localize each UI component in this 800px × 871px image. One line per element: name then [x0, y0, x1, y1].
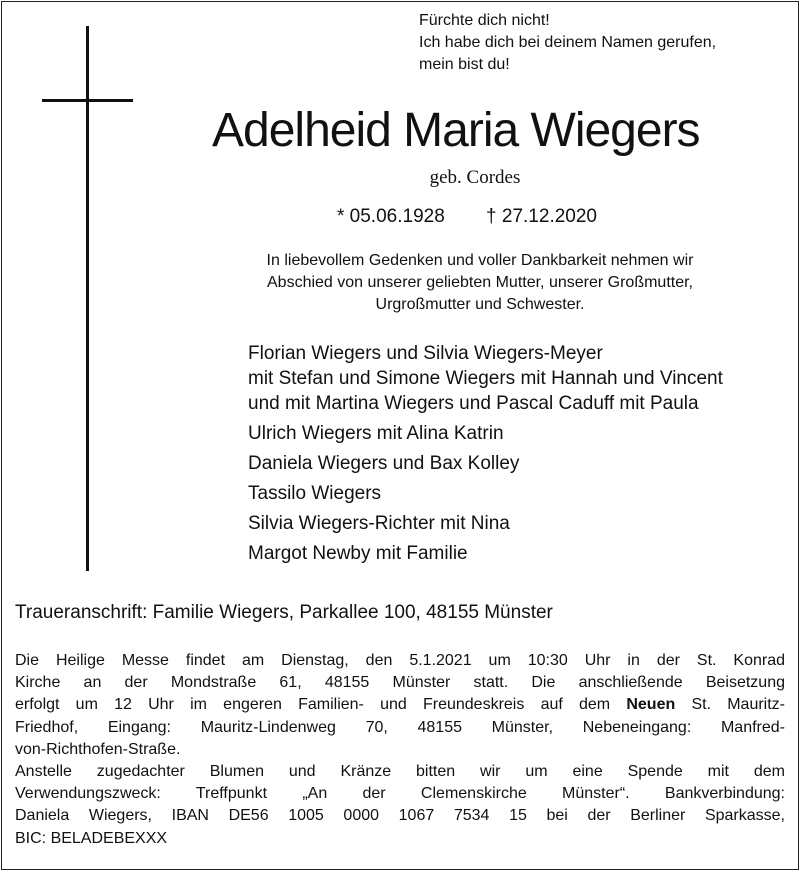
death-date: † 27.12.2020 — [486, 206, 597, 227]
quote-line: Ich habe dich bei deinem Namen gerufen, — [419, 34, 717, 51]
body-line: von-Richthofen-Straße. — [15, 740, 181, 758]
intro-line: Urgroßmutter und Schwester. — [375, 296, 585, 313]
intro-text — [170, 250, 790, 316]
mourner-line: Silvia Wiegers-Richter mit Nina — [248, 513, 510, 534]
quote-line: Fürchte dich nicht! — [419, 12, 550, 29]
birth-name: geb. Cordes — [429, 167, 521, 188]
body-line: Anstelle zugedachter Blumen und Kränze bitten wir um eine Spende mit dem — [15, 762, 785, 780]
mourners-list — [248, 341, 793, 571]
body-text-part: erfolgt um 12 Uhr im engeren Familien- und Freundeskreis auf dem — [15, 696, 627, 714]
birth-date: * 05.06.1928 — [337, 206, 445, 227]
intro-line: In liebevollem Gedenken und voller Dankbarkeit nehmen wir — [266, 252, 694, 269]
intro-line: Abschied von unserer geliebten Mutter, unserer Großmutter, — [267, 274, 693, 291]
quote-line: mein bist du! — [419, 56, 510, 73]
cross-horizontal-bar — [42, 99, 133, 102]
bible-quote — [419, 10, 779, 76]
mourner-line: mit Stefan und Simone Wiegers mit Hannah und Vincent — [248, 368, 723, 389]
body-line: Verwendungszweck: Treffpunkt „An der Clemenskirche Münster“. Bankverbindung: — [15, 785, 785, 803]
mourner-line: Margot Newby mit Familie — [248, 543, 468, 564]
body-text-part: St. Mauritz- — [675, 696, 786, 714]
life-dates — [337, 204, 597, 230]
mourner-line: Tassilo Wiegers — [248, 483, 382, 504]
service-details — [15, 650, 785, 850]
mourner-group — [248, 541, 793, 566]
mourner-group — [248, 421, 793, 446]
body-line: Kirche an der Mondstraße 61, 48155 Münster statt. Die anschließende Beisetzung — [15, 674, 785, 692]
body-line — [15, 694, 785, 716]
body-text-bold: Neuen — [626, 696, 676, 714]
mourner-group — [248, 511, 793, 536]
body-line: Die Heilige Messe findet am Dienstag, den 5.1.2021 um 10:30 Uhr in der St. Konrad — [15, 652, 785, 669]
deceased-name: Adelheid Maria Wiegers — [212, 104, 700, 157]
mourner-group — [248, 341, 793, 416]
mourning-address: Traueranschrift: Familie Wiegers, Parkallee 100, 48155 Münster — [15, 602, 553, 623]
mourner-line: und mit Martina Wiegers und Pascal Caduff mit Paula — [248, 393, 699, 414]
mourner-line: Ulrich Wiegers mit Alina Katrin — [248, 423, 504, 444]
cross-vertical-bar — [86, 26, 89, 571]
mourner-group — [248, 451, 793, 476]
mourner-line: Daniela Wiegers und Bax Kolley — [248, 453, 520, 474]
mourner-group — [248, 481, 793, 506]
body-line: Daniela Wiegers, IBAN DE56 1005 0000 1067 7534 15 bei der Berliner Sparkasse, — [15, 807, 785, 825]
mourner-line: Florian Wiegers und Silvia Wiegers-Meyer — [248, 343, 603, 364]
body-line: BIC: BELADEBEXXX — [15, 829, 168, 847]
body-line: Friedhof, Eingang: Mauritz-Lindenweg 70, 48155 Münster, Nebeneingang: Manfred- — [15, 718, 785, 736]
